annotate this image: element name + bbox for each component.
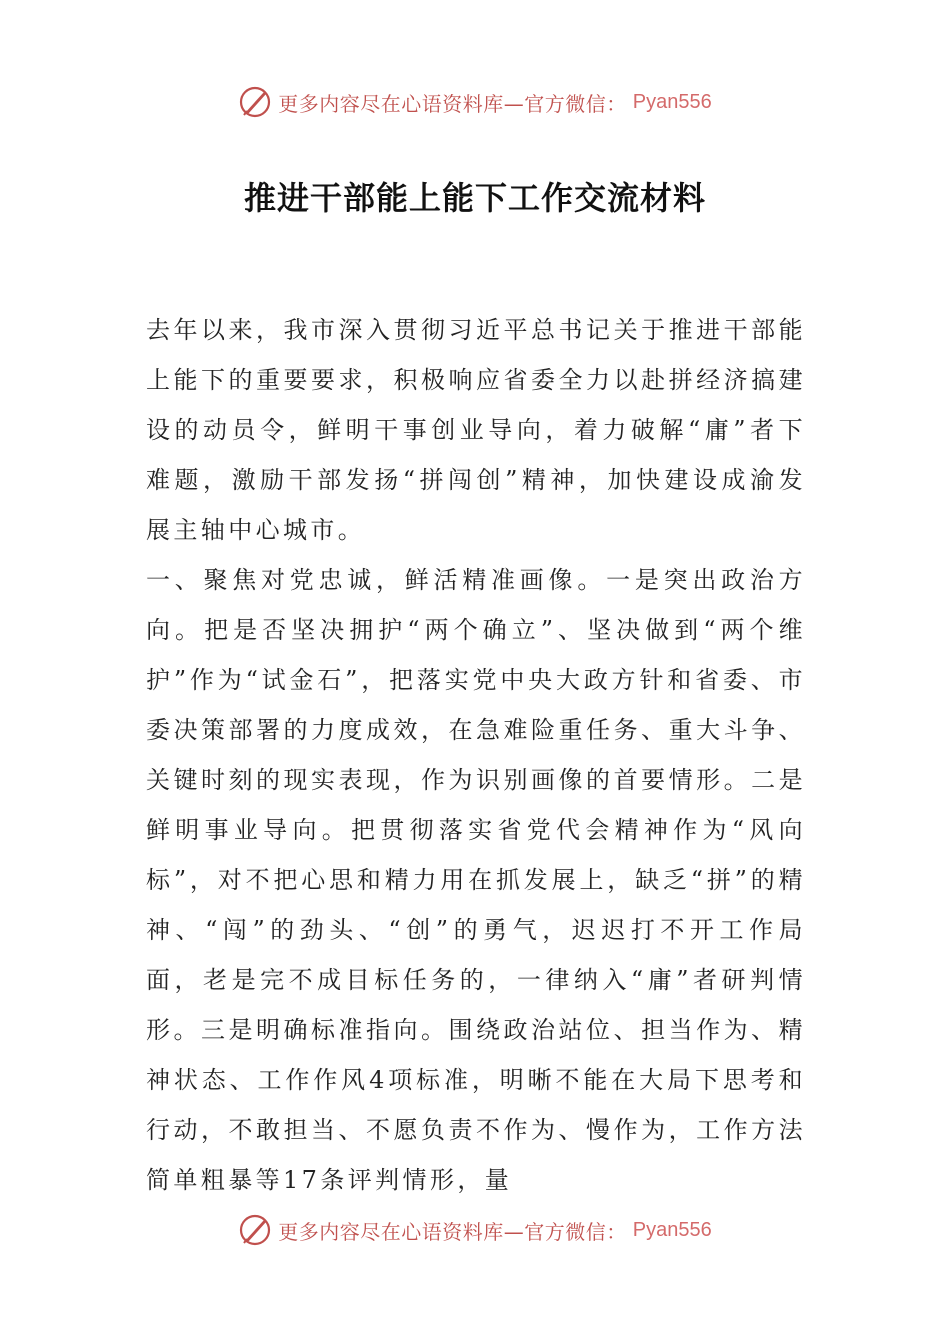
paragraph-intro: 去年以来，我市深入贯彻习近平总书记关于推进干部能上能下的重要要求，积极响应省委全力以赴拼经济搞建设的动员令，鲜明干事创业导向，着力破解“庸”者下难题，激励干部发扬“拼闯创”精神，加快建设成渝发展主轴中心城市。 bbox=[146, 316, 806, 544]
banner-wechat-id: Pyan556 bbox=[632, 90, 712, 113]
banner-text: 更多内容尽在心语资料库—官方微信： bbox=[278, 1219, 627, 1244]
document-title: 推进干部能上能下工作交流材料 bbox=[243, 179, 706, 217]
paragraph-section-one: 一、聚焦对党忠诚，鲜活精准画像。一是突出政治方向。把是否坚决拥护“两个确立”、坚决做到“两个维护”作为“试金石”，把落实党中央大政方针和省委、市委决策部署的力度成效，在急难险重任务、重大斗争、关键时刻的现实表现，作为识别画像的首要情形。二是鲜明事业导向。把贯彻落实省党代会精神作为“风向标”，对不把心思和精力用在抓发展上，缺乏“拼”的精神、“闯”的劲头、“创”的勇气，迟迟打不开工作局面，老是完不成目标任务的，一律纳入“庸”者研判情形。三是明确标准指向。围绕政治站位、担当作为、精神状态、工作作风4项标准，明晰不能在大局下思考和行动，不敢担当、不愿负责不作为、慢作为，工作方法简单粗暴等17条评判情形，量 bbox=[146, 566, 806, 1194]
header-banner bbox=[0, 80, 950, 124]
banner-wechat-id: Pyan556 bbox=[632, 1218, 712, 1241]
quill-logo-icon bbox=[238, 85, 272, 119]
banner-text: 更多内容尽在心语资料库—官方微信： bbox=[278, 91, 627, 116]
quill-logo-icon bbox=[238, 1213, 272, 1247]
document-body bbox=[146, 305, 806, 1205]
footer-banner bbox=[0, 1208, 950, 1252]
